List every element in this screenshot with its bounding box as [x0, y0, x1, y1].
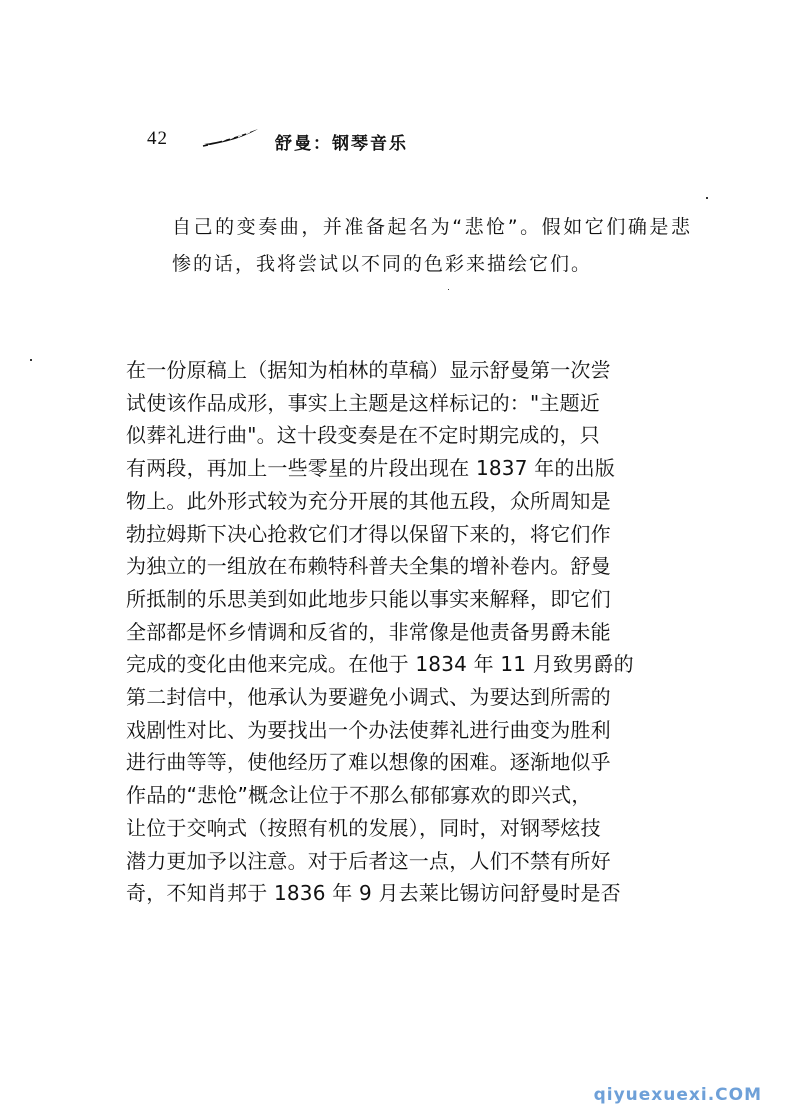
running-header: [147, 124, 647, 154]
scan-speck: [706, 197, 708, 199]
text-line: 奇，不知肖邦于 1836 年 9 月去莱比锡访问舒曼时是否: [126, 881, 621, 906]
text-line: 进行曲等等，使他经历了难以想像的困难。逐渐地似乎: [126, 750, 611, 775]
body-paragraph: [126, 354, 688, 910]
quote-text: 自己的变奏曲，并准备起名为“悲怆”。假如它们确是悲惨的话，我将尝试以不同的色彩来描绘它们。: [172, 216, 692, 275]
text-line: 为独立的一组放在布赖特科普夫全集的增补卷内。舒曼: [126, 554, 611, 579]
text-line: 在一份原稿上（据知为柏林的草稿）显示舒曼第一次尝: [126, 358, 611, 382]
text-line: 让位于交响式（按照有机的发展），同时，对钢琴炫技: [126, 815, 601, 840]
text-line: 试使该作品成形，事实上主题是这样标记的："主题近: [126, 390, 600, 415]
block-quote: [172, 209, 692, 283]
text-line: 第二封信中，他承认为要避免小调式、为要达到所需的: [126, 685, 611, 710]
quill-ornament-icon: [202, 127, 260, 147]
watermark: qiyuexuexi.COM: [593, 1085, 762, 1105]
text-line: 物上。此外形式较为充分开展的其他五段，众所周知是: [126, 488, 611, 513]
scan-speck: [30, 359, 32, 361]
text-line: 作品的“悲怆”概念让位于不那么郁郁寡欢的即兴式，: [126, 783, 592, 808]
text-line: 潜力更加予以注意。对于后者这一点，人们不禁有所好: [126, 848, 611, 873]
text-line: 戏剧性对比、为要找出一个办法使葬礼进行曲变为胜利: [126, 717, 611, 742]
text-line: 勃拉姆斯下决心抢救它们才得以保留下来的，将它们作: [126, 521, 611, 546]
scan-speck: [448, 289, 449, 290]
text-line: 全部都是怀乡情调和反省的，非常像是他责备男爵未能: [126, 619, 611, 644]
text-line: 有两段，再加上一些零星的片段出现在 1837 年的出版: [126, 456, 616, 481]
running-title: 舒曼：钢琴音乐: [275, 134, 408, 154]
text-line: 似葬礼进行曲"。这十段变奏是在不定时期完成的，只: [126, 423, 600, 448]
text-line: 所抵制的乐思美到如此地步只能以事实来解释，即它们: [126, 586, 611, 611]
text-line: 完成的变化由他来完成。在他于 1834 年 11 月致男爵的: [126, 652, 634, 677]
page-number: 42: [147, 128, 168, 149]
